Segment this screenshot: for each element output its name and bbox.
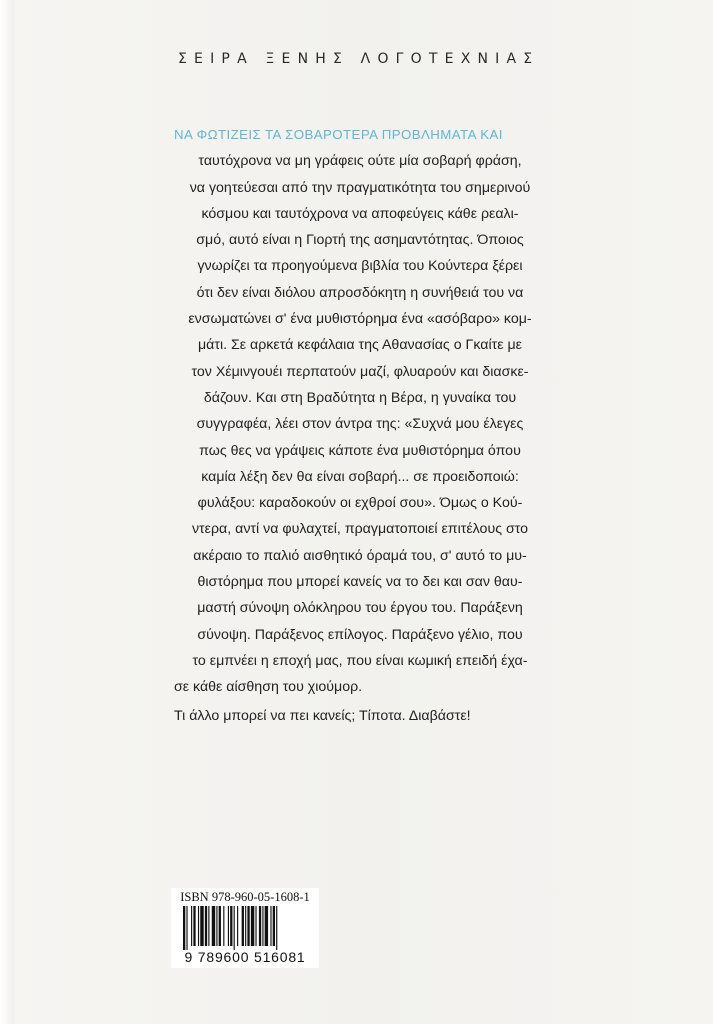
isbn-label: ISBN 978-960-05-1608-1: [180, 890, 310, 904]
series-title: ΣΕΙΡΑ ΞΕΝΗΣ ΛΟΓΟΤΕΧΝΙΑΣ: [178, 51, 540, 67]
blurb-line: καμία λέξη δεν θα είναι σοβαρή... σε προειδοποιώ:: [201, 468, 519, 485]
blurb-line: φυλάξου: καραδοκούν οι εχθροί σου». Όμως ο Κού-: [197, 495, 523, 512]
blurb-text: [174, 122, 546, 729]
blurb-line: συγγραφέα, λέει στον άντρα της: «Συχνά μου έλεγες: [196, 416, 524, 433]
blurb-line: ενσωματώνει σ' ένα μυθιστόρημα ένα «ασόβαρο» κομ-: [188, 311, 532, 328]
blurb-heading-line: ΝΑ ΦΩΤΙΖΕΙΣ ΤΑ ΣΟΒΑΡΟΤΕΡΑ ΠΡΟΒΛΗΜΑΤΑ ΚΑΙ: [174, 127, 503, 142]
blurb-line: θιστόρημα που μπορεί κανείς να το δει και σαν θαυ-: [197, 574, 523, 591]
blurb-line: ότι δεν είναι διόλου απροσδόκητη η συνήθειά του να: [196, 284, 524, 301]
blurb-line: πως θες να γράψεις κάποτε ένα μυθιστόρημα όπου: [199, 442, 521, 459]
blurb-line: μάτι. Σε αρκετά κεφάλαια της Αθανασίας ο Γκαίτε με: [197, 337, 522, 354]
page-edge: [0, 0, 14, 1024]
barcode-digits: 9 789600 516081: [184, 949, 306, 965]
blurb-line: γνωρίζει τα προηγούμενα βιβλία του Κούντερα ξέρει: [197, 258, 523, 275]
blurb-line: μαστή σύνοψη ολόκληρου του έργου του. Παράξενη: [197, 600, 523, 617]
blurb-closing-line: Τι άλλο μπορεί να πει κανείς; Τίποτα. Διαβάστε!: [174, 707, 471, 724]
blurb-line: ακέραιο το παλιό αισθητικό όραμά του, σ' αυτό το μυ-: [193, 547, 527, 564]
blurb-line: ταυτόχρονα να μη γράφεις ούτε μία σοβαρή φράση,: [198, 153, 522, 170]
blurb-line: ντερα, αντί να φυλαχτεί, πραγματοποιεί επιτέλους στο: [191, 521, 529, 538]
blurb-line: δάζουν. Και στη Βραδύτητα η Βέρα, η γυναίκα του: [203, 389, 517, 406]
blurb-line: τον Χέμινγουέι περπατούν μαζί, φλυαρούν και διασκε-: [191, 363, 529, 380]
blurb-line: σμό, αυτό είναι η Γιορτή της ασημαντότητας. Όποιος: [196, 232, 524, 249]
blurb-line: σύνοψη. Παράξενος επίλογος. Παράξενο γέλιο, που: [197, 626, 523, 643]
blurb-line: σε κάθε αίσθηση του χιούμορ.: [174, 679, 363, 696]
blurb-line: το εμπνέει η εποχή μας, που είναι κωμική επειδή έχα-: [192, 652, 528, 669]
barcode-icon: [171, 906, 319, 950]
blurb-line: να γοητεύεσαι από την πραγματικότητα του σημερινού: [189, 179, 531, 196]
blurb-line: κόσμου και ταυτόχρονα να αποφεύγεις κάθε ρεαλι-: [201, 205, 519, 222]
